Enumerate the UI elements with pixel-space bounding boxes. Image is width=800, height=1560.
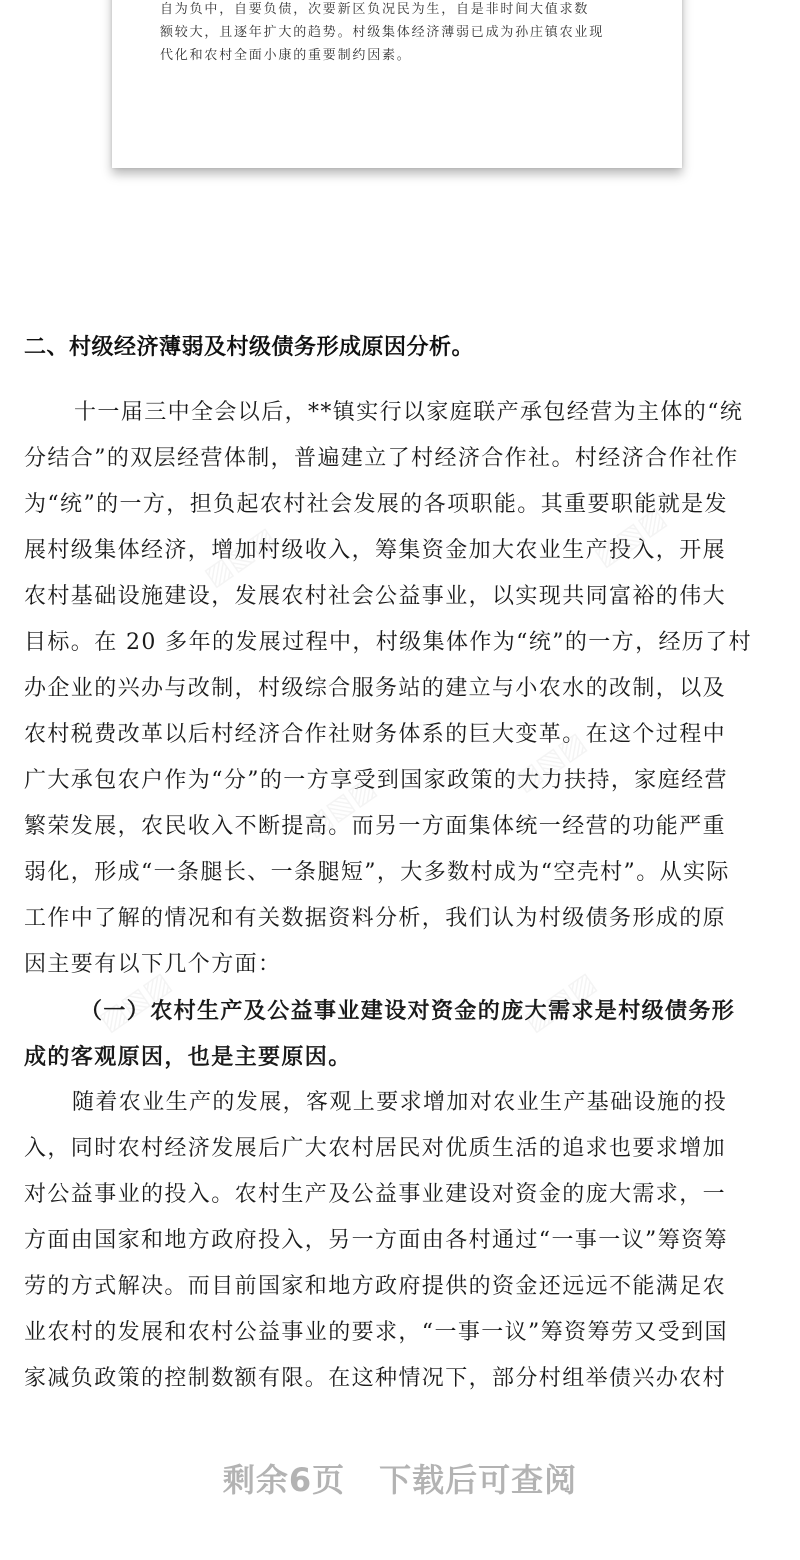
document-page-card [112, 0, 682, 168]
paragraph-line: 分结合”的双层经营体制，普遍建立了村经济合作社。村经济合作社作 [24, 446, 739, 471]
paragraph-line: 工作中了解的情况和有关数据资料分析，我们认为村级债务形成的原 [24, 906, 727, 931]
paragraph-line: 弱化，形成“一条腿长、一条腿短”，大多数村成为“空壳村”。从实际 [24, 860, 730, 885]
paragraph-line: 办企业的兴办与改制，村级综合服务站的建立与小农水的改制，以及 [24, 676, 727, 701]
paragraph-line: 对公益事业的投入。农村生产及公益事业建设对资金的庞大需求，一 [24, 1182, 727, 1207]
paragraph-line: 为“统”的一方，担负起农村社会发展的各项职能。其重要职能就是发 [24, 492, 728, 517]
card-line: 自为负中，自要负债，次要新区负况民为生，自是非时间大值求数 [160, 2, 590, 17]
remaining-pages-banner[interactable] [0, 1455, 800, 1501]
paragraph-line: 入，同时农村经济发展后广大农村居民对优质生活的追求也要求增加 [24, 1136, 727, 1161]
subheading-line: （一）农村生产及公益事业建设对资金的庞大需求是村级债务形 [80, 998, 736, 1024]
download-hint-label: 下载后可查阅 [379, 1461, 578, 1499]
paragraph-line: 业农村的发展和农村公益事业的要求，“一事一议”筹资筹劳又受到国 [24, 1320, 728, 1345]
paragraph-line: 十一届三中全会以后，**镇实行以家庭联产承包经营为主体的“统 [74, 400, 744, 425]
section-heading: 二、村级经济薄弱及村级债务形成原因分析。 [24, 335, 475, 360]
paragraph-line: 展村级集体经济，增加村级收入，筹集资金加大农业生产投入，开展 [24, 538, 727, 563]
paragraph-line: 随着农业生产的发展，客观上要求增加对农业生产基础设施的投 [72, 1090, 728, 1115]
paragraph-line: 劳的方式解决。而目前国家和地方政府提供的资金还远远不能满足农 [24, 1274, 727, 1299]
subheading-line: 成的客观原因，也是主要原因。 [24, 1044, 352, 1070]
paragraph-line: 方面由国家和地方政府投入，另一方面由各村通过“一事一议”筹资筹 [24, 1228, 728, 1253]
card-line: 额较大，且逐年扩大的趋势。村级集体经济薄弱已成为孙庄镇农业现 [160, 25, 605, 40]
remaining-pages-label: 剩余6页 [222, 1461, 346, 1499]
body-text [24, 390, 784, 1402]
paragraph-line: 家减负政策的控制数额有限。在这种情况下，部分村组举债兴办农村 [24, 1366, 727, 1391]
paragraph-line: 繁荣发展，农民收入不断提高。而另一方面集体统一经营的功能严重 [24, 814, 727, 839]
paragraph-line: 农村基础设施建设，发展农村社会公益事业，以实现共同富裕的伟大 [24, 584, 727, 609]
paragraph-line: 因主要有以下几个方面： [24, 952, 282, 977]
paragraph-line: 广大承包农户作为“分”的一方享受到国家政策的大力扶持，家庭经营 [24, 768, 728, 793]
card-line: 代化和农村全面小康的重要制约因素。 [160, 48, 412, 63]
paragraph-line: 目标。在 20 多年的发展过程中，村级集体作为“统”的一方，经历了村 [24, 630, 753, 655]
card-paragraph [160, 0, 642, 67]
paragraph-line: 农村税费改革以后村经济合作社财务体系的巨大变革。在这个过程中 [24, 722, 727, 747]
